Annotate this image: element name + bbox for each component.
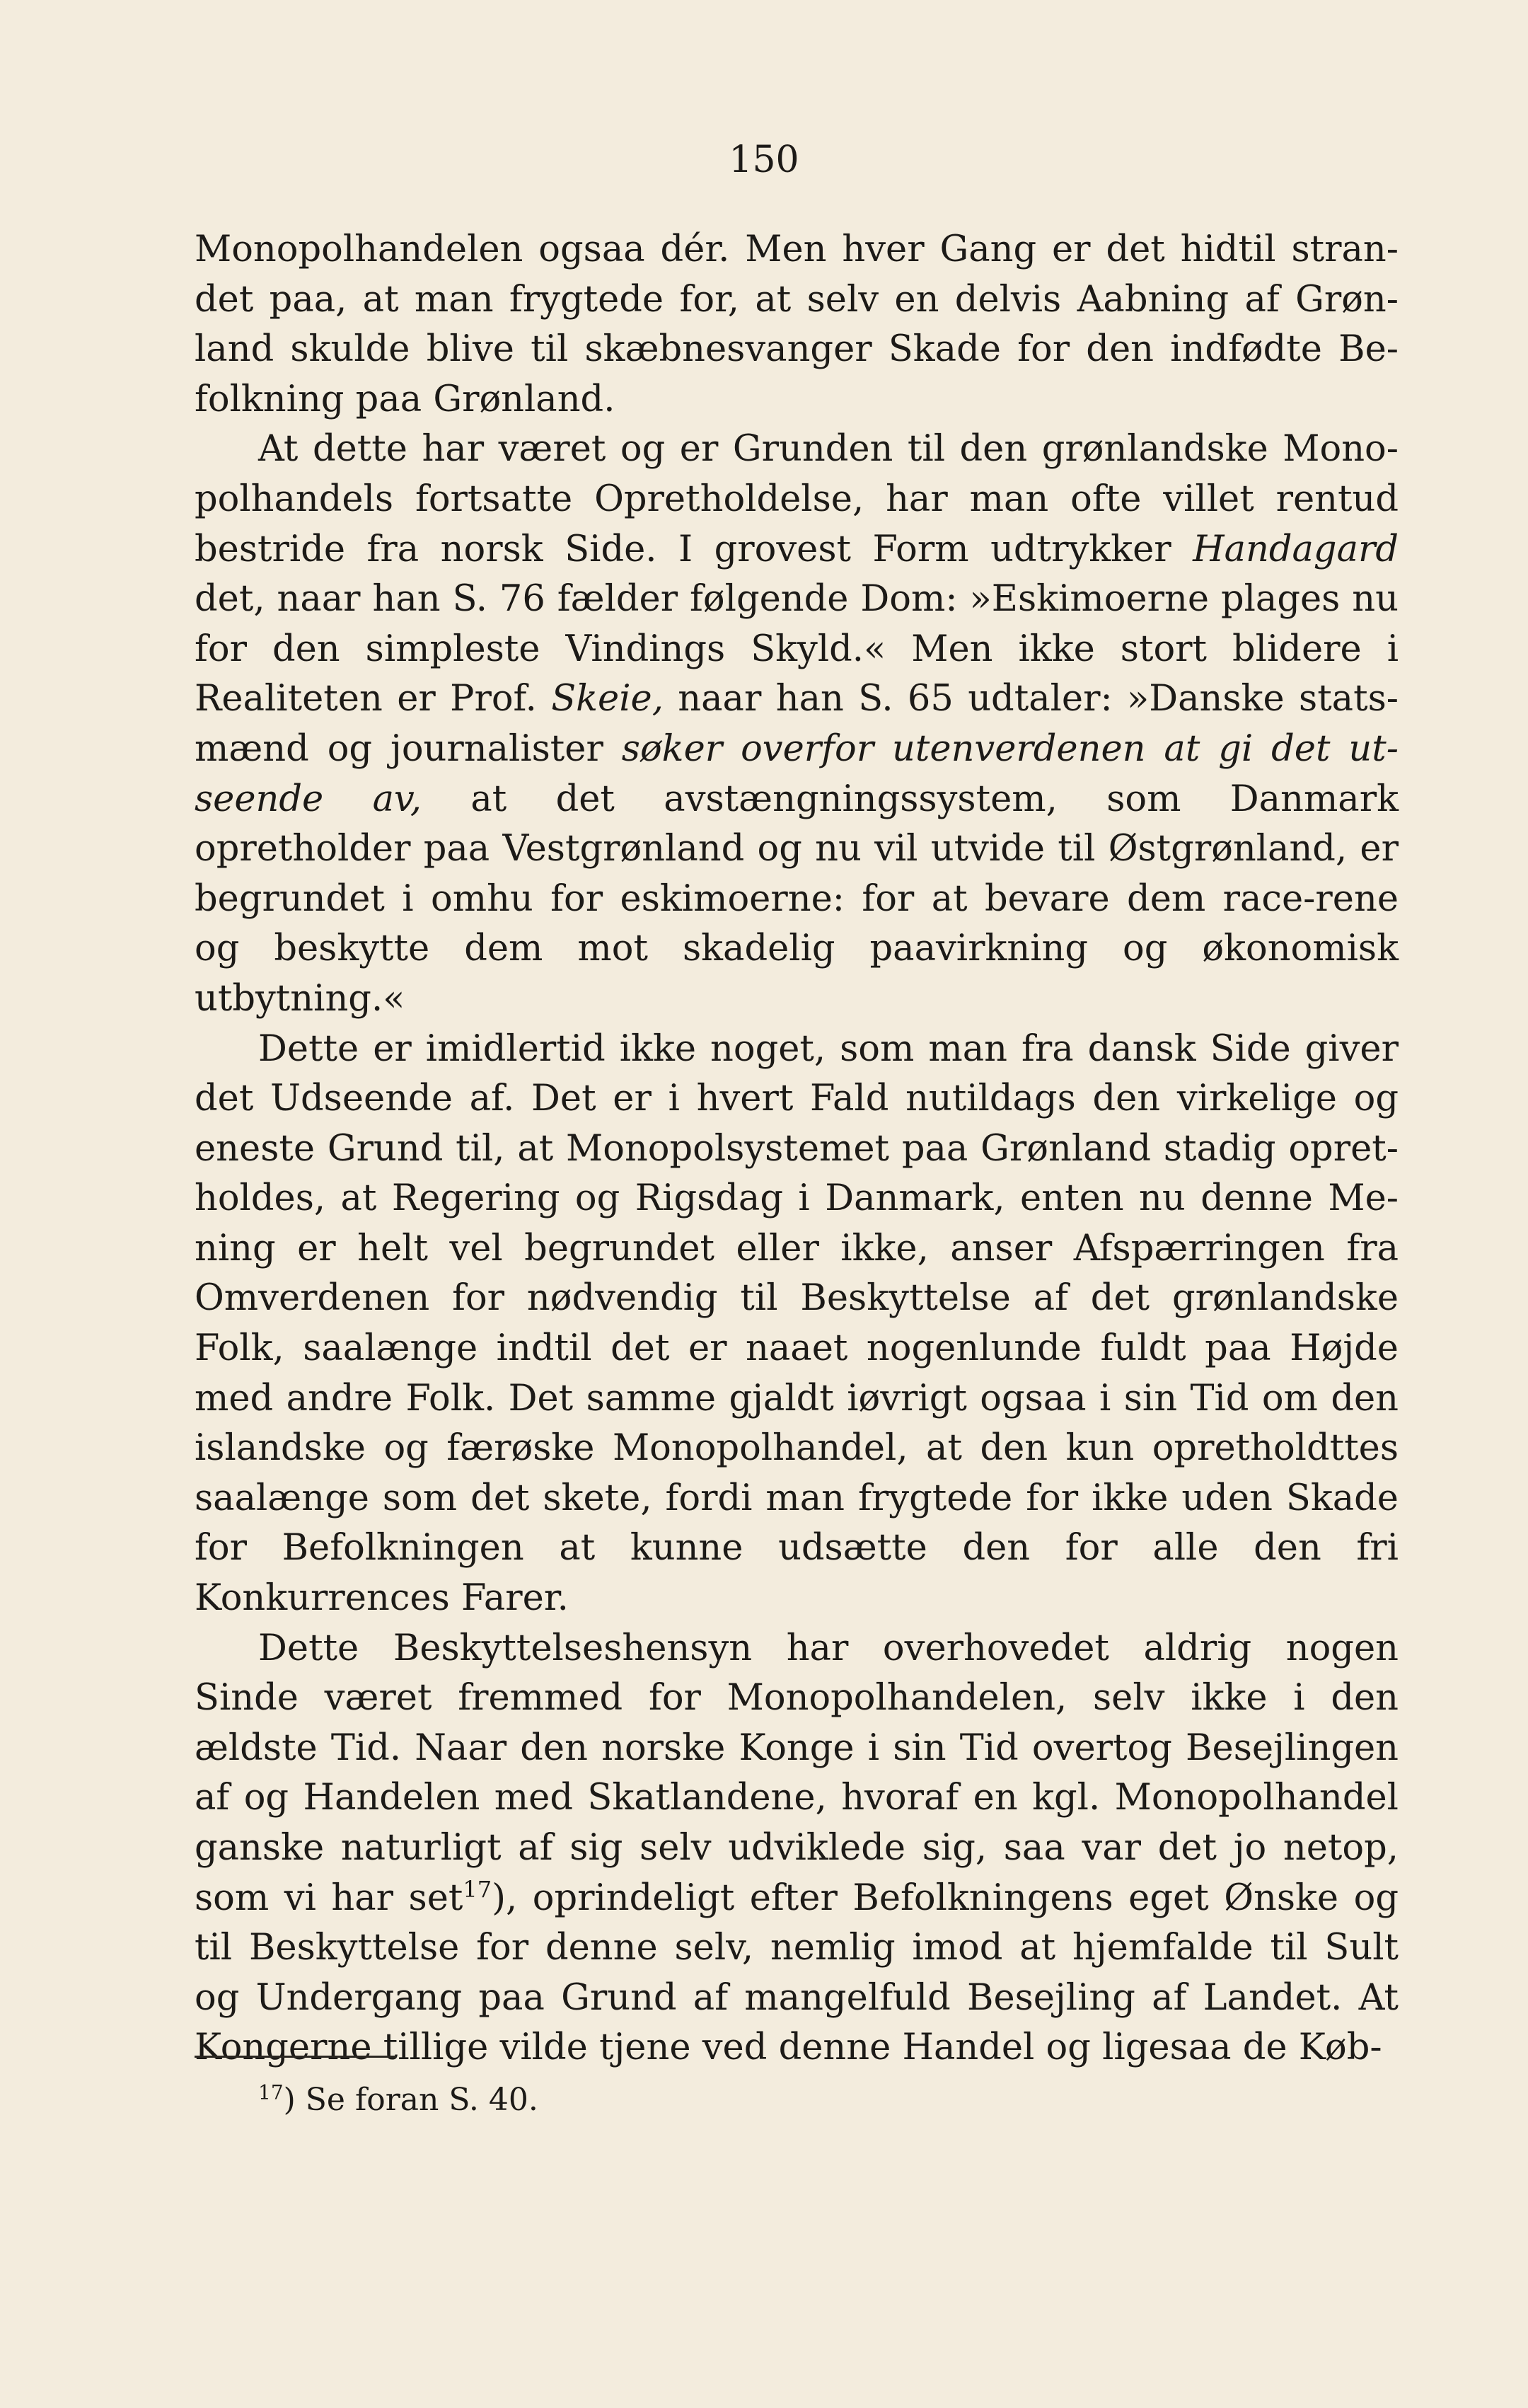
- paragraph-4: [195, 1624, 1399, 2073]
- footnote: [258, 2079, 538, 2121]
- text-segment: det, naar han S. 76 fælder følgende Dom: »Eskimoerne plages nu for den simpleste Vindings Skyld.« Men ikke stort blidere i Realiteten er Prof.: [195, 578, 1399, 720]
- text-segment: at det avstængningssystem, som Danmark opretholder paa Vestgrønland og nu vil utvide til Østgrønland, er begrundet i omhu for eskimoerne: for at bevare dem race-rene og beskytte dem mot skadelig paavirkning og økonomisk utbytning.«: [195, 778, 1399, 1020]
- paragraph-2: [195, 425, 1399, 1024]
- italic-author-skeie: Skeie,: [551, 678, 664, 720]
- body-text: [195, 225, 1399, 2073]
- footnote-text: ) Se foran S. 40.: [283, 2082, 538, 2118]
- text-segment: ), oprindeligt efter Befolkningens eget Ønske og til Beskyttelse for denne selv, nemlig imod at hjemfalde til Sult og Undergang paa Grund af mangelfuld Besejling af Landet. At Kongerne tillige vilde tjene ved denne Handel og ligesaa de Køb-: [195, 1877, 1399, 2069]
- italic-author-handagard: Handagard: [1193, 528, 1399, 570]
- page-number: 150: [729, 139, 799, 181]
- footnote-marker: 17: [258, 2080, 284, 2104]
- text-segment: naar han S. 65 udtaler: »Danske statsmænd og journalister: [195, 678, 1399, 770]
- footnote-reference: 17: [463, 1875, 492, 1903]
- paragraph-3: [195, 1025, 1399, 1624]
- footnote-divider: [195, 2056, 396, 2058]
- text-segment: Dette Beskyttelseshensyn har overhovedet aldrig nogen Sinde været fremmed for Monopolhandelen, selv ikke i den ældste Tid. Naar den norske Konge i sin Tid overtog Besejlingen af og Handelen med Skatlandene, hvoraf en kgl. Monopolhandel ganske naturligt af sig selv udviklede sig, saa var det jo netop, som vi har set: [195, 1627, 1399, 1919]
- text-segment: Monopolhandelen ogsaa dér. Men hver Gang er det hidtil strandet paa, at man frygtede for, at selv en delvis Aabning af Grønland skulde blive til skæbnesvanger Skade for den indfødte Befolkning paa Grønland.: [195, 229, 1399, 420]
- text-segment: At dette har været og er Grunden til den grønlandske Monopolhandels fortsatte Opretholdelse, har man ofte villet rentud bestride fra norsk Side. I grovest Form udtrykker: [195, 428, 1399, 570]
- paragraph-1: [195, 225, 1399, 425]
- text-segment: Dette er imidlertid ikke noget, som man fra dansk Side giver det Udseende af. Det er i hvert Fald nutildags den virkelige og eneste Grund til, at Monopolsystemet paa Grønland stadig opretholdes, at Regering og Rigsdag i Danmark, enten nu denne Mening er helt vel begrundet eller ikke, anser Afspærringen fra Omverdenen for nødvendig til Beskyttelse af det grønlandske Folk, saalænge indtil det er naaet nogenlunde fuldt paa Højde med andre Folk. Det samme gjaldt iøvrigt ogsaa i sin Tid om den islandske og færøske Monopolhandel, at den kun opretholdttes saalænge som det skete, fordi man frygtede for ikke uden Skade for Befolkningen at kunne udsætte den for alle den fri Konkurrences Farer.: [195, 1027, 1399, 1620]
- italic-quotation: søker overfor utenverdenen at gi det utseende av,: [195, 727, 1399, 820]
